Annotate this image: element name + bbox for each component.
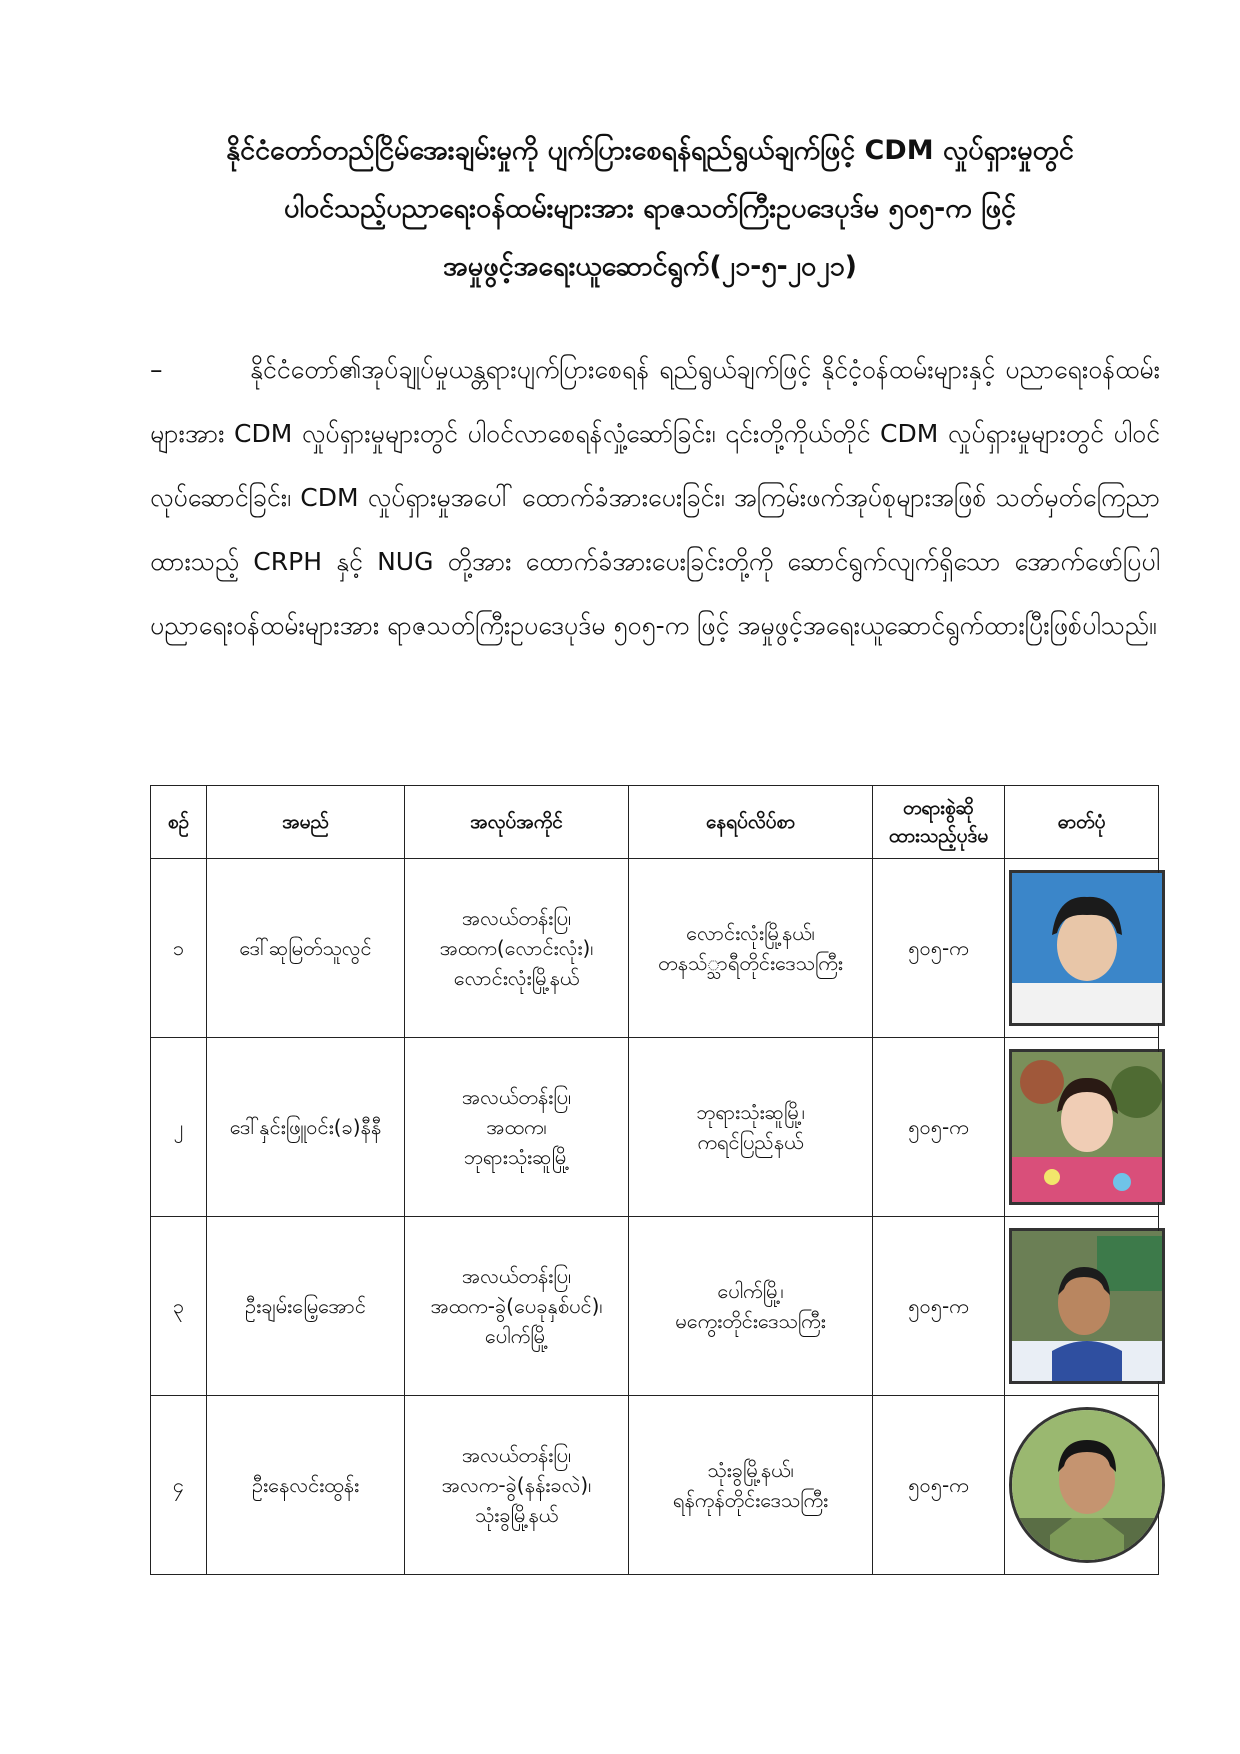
- page-title: [130, 122, 1170, 296]
- table-header-row: [151, 786, 1159, 859]
- staff-table: [150, 785, 1159, 1575]
- header-photo: ဓာတ်ပုံ: [1005, 786, 1159, 859]
- header-position: အလုပ်အကိုင်: [405, 786, 629, 859]
- cell-photo: [1005, 1038, 1159, 1217]
- cell-address: [629, 1038, 873, 1217]
- position-line: အထက-ခွဲ(ပေခုနှစ်ပင်)၊: [430, 1294, 603, 1318]
- paragraph-text: နိုင်ငံတော်၏အုပ်ချုပ်မှုယန္တရားပျက်ပြားစေရန် ရည်ရွယ်ချက်ဖြင့် နိုင်ငံ့ဝန်ထမ်းများနှင့် ပညာရေးဝန်ထမ်းများအား CDM လှုပ်ရှားမှုများတွင် ပါဝင်လာစေရန်လှုံ့ဆော်ခြင်း၊ ၎င်းတို့ကိုယ်တိုင် CDM လှုပ်ရှားမှုများတွင် ပါဝင်လုပ်ဆောင်ခြင်း၊ CDM လှုပ်ရှားမှုအပေါ် ထောက်ခံအားပေးခြင်း၊ အကြမ်းဖက်အုပ်စုများအဖြစ် သတ်မှတ်ကြေညာထားသည့် CRPH နှင့် NUG တို့အား ထောက်ခံအားပေးခြင်းတို့ကို ဆောင်ရွက်လျက်ရှိသော အောက်ဖော်ပြပါ ပညာရေးဝန်ထမ်းများအား ရာဇသတ်ကြီးဥပဒေပုဒ်မ ၅၀၅-က ဖြင့် အမှုဖွင့်အရေးယူဆောင်ရွက်ထားပြီးဖြစ်ပါသည်။: [150, 355, 1160, 640]
- header-name: အမည်: [207, 786, 405, 859]
- position-line: အလယ်တန်းပြ၊: [461, 906, 572, 930]
- address-line: ပေါက်မြို့၊: [717, 1279, 784, 1303]
- cell-section: ၅၀၅-က: [873, 1038, 1005, 1217]
- portrait-photo: [1009, 870, 1165, 1026]
- address-line: ဘုရားသုံးဆူမြို့၊: [696, 1100, 805, 1124]
- address-line: တနသ်္သာရီတိုင်းဒေသကြီး: [658, 951, 843, 975]
- header-section-line2: ထားသည့်ပုဒ်မ: [888, 825, 989, 847]
- position-line: အလယ်တန်းပြ၊: [461, 1264, 572, 1288]
- cell-section: ၅၀၅-က: [873, 859, 1005, 1038]
- cell-section: ၅၀၅-က: [873, 1217, 1005, 1396]
- cell-no: ၁: [151, 859, 207, 1038]
- cell-name: ဦးချမ်းမြေ့အောင်: [207, 1217, 405, 1396]
- position-line: လောင်းလုံးမြို့နယ်: [453, 966, 580, 990]
- cell-position: [405, 1217, 629, 1396]
- cell-photo: [1005, 1217, 1159, 1396]
- cell-no: ၄: [151, 1396, 207, 1575]
- cell-address: [629, 1396, 873, 1575]
- cell-address: [629, 859, 873, 1038]
- cell-position: [405, 1038, 629, 1217]
- portrait-photo: [1009, 1049, 1165, 1205]
- table-row: [151, 1217, 1159, 1396]
- statement-paragraph: [150, 338, 1160, 658]
- cell-no: ၂: [151, 1038, 207, 1217]
- table-row: [151, 1396, 1159, 1575]
- position-line: သုံးခွမြို့နယ်: [474, 1503, 559, 1527]
- portrait-photo: [1009, 1228, 1165, 1384]
- cell-name: ဦးနေလင်းထွန်း: [207, 1396, 405, 1575]
- position-line: အထက(လောင်းလုံး)၊: [439, 936, 594, 960]
- address-line: ရန်ကုန်တိုင်းဒေသကြီး: [672, 1488, 829, 1512]
- position-line: အလယ်တန်းပြ၊: [461, 1443, 572, 1467]
- cell-section: ၅၀၅-က: [873, 1396, 1005, 1575]
- header-section: [873, 786, 1005, 859]
- cell-photo: [1005, 1396, 1159, 1575]
- bullet-dash: –: [150, 355, 163, 384]
- title-line-1: နိုင်ငံတော်တည်ငြိမ်အေးချမ်းမှုကို ပျက်ပြားစေရန်ရည်ရွယ်ချက်ဖြင့် CDM လှုပ်ရှားမှုတွင်: [226, 135, 1074, 166]
- position-line: ပေါက်မြို့: [484, 1324, 549, 1348]
- cell-photo: [1005, 859, 1159, 1038]
- portrait-photo: [1009, 1407, 1165, 1563]
- cell-address: [629, 1217, 873, 1396]
- address-line: သုံးခွမြို့နယ်၊: [707, 1458, 794, 1482]
- cell-name: ဒေါ်ဆုမြတ်သူလွင်: [207, 859, 405, 1038]
- position-line: အလယ်တန်းပြ၊: [461, 1085, 572, 1109]
- header-section-line1: တရားစွဲဆို: [902, 797, 975, 819]
- position-line: အလက-ခွဲ(နန်းခလဲ)၊: [441, 1473, 592, 1497]
- address-line: လောင်းလုံးမြို့နယ်၊: [686, 921, 815, 945]
- address-line: ကရင်ပြည်နယ်: [697, 1130, 804, 1154]
- cell-position: [405, 859, 629, 1038]
- cell-position: [405, 1396, 629, 1575]
- cell-no: ၃: [151, 1217, 207, 1396]
- address-line: မကွေးတိုင်းဒေသကြီး: [675, 1309, 826, 1333]
- header-no: စဉ်: [151, 786, 207, 859]
- table-row: [151, 1038, 1159, 1217]
- position-line: အထက၊: [486, 1115, 547, 1139]
- cell-name: ဒေါ်နှင်းဖြူဝင်း(ခ)နီနီ: [207, 1038, 405, 1217]
- title-line-3: အမှုဖွင့်အရေးယူဆောင်ရွက်(၂၁-၅-၂၀၂၁): [443, 251, 857, 282]
- title-line-2: ပါဝင်သည့်ပညာရေးဝန်ထမ်းများအား ရာဇသတ်ကြီးဥပဒေပုဒ်မ ၅၀၅-က ဖြင့်: [283, 193, 1017, 224]
- header-address: နေရပ်လိပ်စာ: [629, 786, 873, 859]
- table-row: [151, 859, 1159, 1038]
- position-line: ဘုရားသုံးဆူမြို့: [463, 1145, 570, 1169]
